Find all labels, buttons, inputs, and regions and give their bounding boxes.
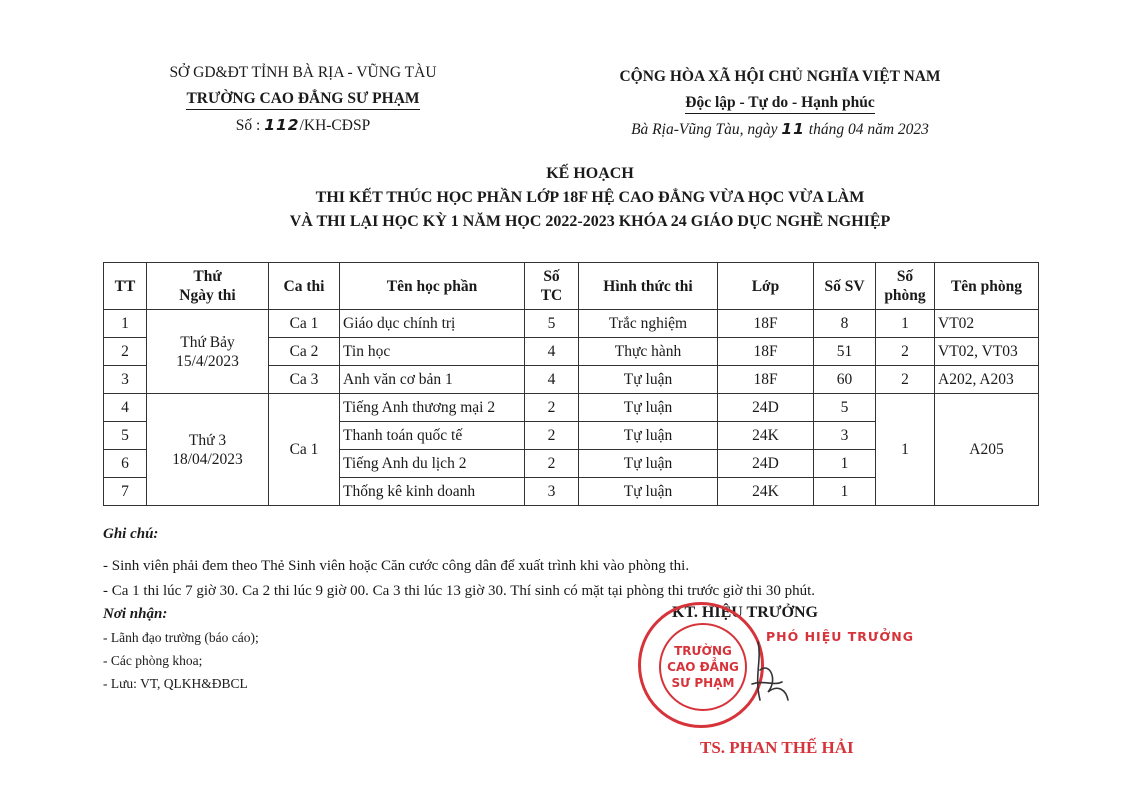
cell-session: Ca 2 — [269, 338, 340, 366]
title-line-2: THI KẾT THÚC HỌC PHẦN LỚP 18F HỆ CAO ĐẲNG VỪA HỌC VỪA LÀM — [315, 189, 865, 206]
cell-room-name: VT02 — [935, 310, 1039, 338]
cell-tt: 2 — [104, 338, 147, 366]
col-header-students: Số SV — [814, 263, 876, 310]
national-motto: Độc lập - Tự do - Hạnh phúc — [685, 93, 874, 114]
cell-credits: 3 — [525, 478, 579, 506]
cell-room-count-group-2: 1 — [876, 394, 935, 506]
rooms-header-line1: Số — [896, 268, 914, 285]
cell-session: Ca 1 — [269, 310, 340, 338]
header-left — [148, 60, 458, 139]
cell-credits: 4 — [525, 338, 579, 366]
col-header-room-names: Tên phòng — [935, 263, 1039, 310]
col-header-course: Tên học phần — [340, 263, 525, 310]
document-title — [150, 162, 1030, 234]
credits-header-line1: Số — [543, 268, 560, 285]
cell-course: Tiếng Anh du lịch 2 — [340, 450, 525, 478]
cell-room-count: 2 — [876, 366, 935, 394]
cell-form: Trắc nghiệm — [579, 310, 718, 338]
cell-class: 24D — [718, 394, 814, 422]
credits-header-line2: TC — [540, 287, 563, 304]
day-header-line2: Ngày thi — [179, 287, 236, 304]
group1-date: 15/4/2023 — [176, 352, 239, 370]
cell-students: 5 — [814, 394, 876, 422]
table-header-row — [104, 263, 1039, 310]
title-line-1: KẾ HOẠCH — [546, 165, 634, 182]
cell-credits: 2 — [525, 450, 579, 478]
note-item-2: - Ca 1 thi lúc 7 giờ 30. Ca 2 thi lúc 9 giờ 00. Ca 3 thi lúc 13 giờ 30. Thí sinh có mặt tại phòng thi trước giờ thi 30 phút. — [103, 583, 816, 599]
stamp-line-1: TRƯỜNG — [674, 644, 732, 658]
signature-title: KT. HIỆU TRƯỞNG — [672, 604, 818, 621]
table-row — [104, 394, 1039, 422]
cell-course: Thanh toán quốc tế — [340, 422, 525, 450]
cell-tt: 6 — [104, 450, 147, 478]
vice-principal-title: PHÓ HIỆU TRƯỞNG — [766, 629, 914, 644]
cell-class: 18F — [718, 338, 814, 366]
school-name: TRƯỜNG CAO ĐẲNG SƯ PHẠM — [186, 89, 419, 110]
cell-students: 1 — [814, 450, 876, 478]
cell-class: 24K — [718, 478, 814, 506]
cell-credits: 2 — [525, 422, 579, 450]
doc-number-prefix: Số : — [235, 117, 265, 134]
col-header-tt: TT — [104, 263, 147, 310]
col-header-rooms — [876, 263, 935, 310]
cell-class: 18F — [718, 366, 814, 394]
col-header-credits — [525, 263, 579, 310]
notes-heading: Ghi chú: — [103, 526, 159, 542]
cell-course: Thống kê kinh doanh — [340, 478, 525, 506]
date-day-handwritten: 11 — [781, 120, 805, 138]
cell-credits: 5 — [525, 310, 579, 338]
cell-room-count: 2 — [876, 338, 935, 366]
col-header-day — [147, 263, 269, 310]
cell-course: Tiếng Anh thương mại 2 — [340, 394, 525, 422]
note-item-1: - Sinh viên phải đem theo Thẻ Sinh viên hoặc Căn cước công dân để xuất trình khi vào phòng thi. — [103, 558, 690, 574]
official-stamp — [638, 602, 764, 728]
cell-form: Thực hành — [579, 338, 718, 366]
table-row — [104, 310, 1039, 338]
cell-students: 1 — [814, 478, 876, 506]
cell-form: Tự luận — [579, 366, 718, 394]
cell-room-name: A202, A203 — [935, 366, 1039, 394]
cell-tt: 7 — [104, 478, 147, 506]
recipient-item: - Các phòng khoa; — [103, 653, 203, 668]
cell-tt: 3 — [104, 366, 147, 394]
group2-date: 18/04/2023 — [172, 450, 243, 468]
cell-form: Tự luận — [579, 422, 718, 450]
group1-day: Thứ Bảy — [180, 333, 235, 351]
cell-room-name-group-2: A205 — [935, 394, 1039, 506]
cell-tt: 4 — [104, 394, 147, 422]
cell-room-count: 1 — [876, 310, 935, 338]
cell-course: Giáo dục chính trị — [340, 310, 525, 338]
signature-scribble — [748, 640, 794, 704]
department-name: SỞ GD&ĐT TỈNH BÀ RỊA - VŨNG TÀU — [169, 64, 437, 81]
cell-class: 24K — [718, 422, 814, 450]
stamp-center — [659, 623, 747, 711]
country-name: CỘNG HÒA XÃ HỘI CHỦ NGHĨA VIỆT NAM — [619, 68, 941, 85]
cell-course: Tin học — [340, 338, 525, 366]
cell-class: 18F — [718, 310, 814, 338]
cell-form: Tự luận — [579, 450, 718, 478]
cell-credits: 2 — [525, 394, 579, 422]
cell-day-group-2 — [147, 394, 269, 506]
stamp-line-2: CAO ĐẲNG — [667, 660, 739, 674]
rooms-header-line2: phòng — [884, 287, 926, 304]
recipients-heading: Nơi nhận: — [103, 606, 168, 622]
col-header-form: Hình thức thi — [579, 263, 718, 310]
cell-credits: 4 — [525, 366, 579, 394]
date-prefix: Bà Rịa-Vũng Tàu, ngày — [631, 121, 782, 138]
cell-day-group-1 — [147, 310, 269, 394]
cell-class: 24D — [718, 450, 814, 478]
cell-room-name: VT02, VT03 — [935, 338, 1039, 366]
cell-course: Anh văn cơ bản 1 — [340, 366, 525, 394]
recipient-item: - Lãnh đạo trường (báo cáo); — [103, 630, 259, 645]
title-line-3: VÀ THI LẠI HỌC KỲ 1 NĂM HỌC 2022-2023 KHÓA 24 GIÁO DỤC NGHỀ NGHIỆP — [289, 213, 891, 230]
header-right — [585, 64, 975, 143]
cell-tt: 5 — [104, 422, 147, 450]
date-suffix: tháng 04 năm 2023 — [804, 121, 929, 138]
doc-number-suffix: /KH-CĐSP — [299, 117, 371, 134]
doc-number-handwritten: 112 — [264, 116, 300, 134]
recipient-item: - Lưu: VT, QLKH&ĐBCL — [103, 676, 248, 691]
cell-session: Ca 3 — [269, 366, 340, 394]
cell-students: 8 — [814, 310, 876, 338]
day-header-line1: Thứ — [193, 268, 222, 285]
document-number — [148, 112, 458, 139]
cell-students: 60 — [814, 366, 876, 394]
exam-schedule-table — [103, 262, 1039, 506]
cell-form: Tự luận — [579, 478, 718, 506]
issue-date — [585, 116, 975, 143]
cell-students: 51 — [814, 338, 876, 366]
cell-students: 3 — [814, 422, 876, 450]
cell-session-group-2: Ca 1 — [269, 394, 340, 506]
cell-form: Tự luận — [579, 394, 718, 422]
stamp-line-3: SƯ PHẠM — [671, 676, 735, 690]
signer-name: TS. PHAN THẾ HẢI — [700, 738, 854, 757]
col-header-class: Lớp — [718, 263, 814, 310]
cell-tt: 1 — [104, 310, 147, 338]
col-header-session: Ca thi — [269, 263, 340, 310]
group2-day: Thứ 3 — [188, 431, 227, 449]
